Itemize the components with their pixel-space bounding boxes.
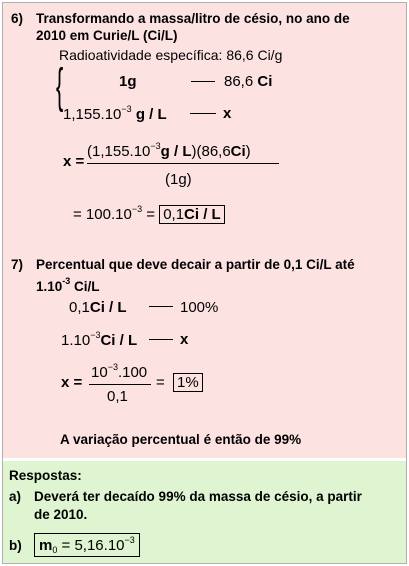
q7-number: 7) xyxy=(11,257,24,272)
q7-conclusion: A variação percentual é então de 99% xyxy=(60,432,302,447)
proportion-dash xyxy=(149,306,173,307)
q7-numerator: $10^{-3}.100$ xyxy=(91,362,148,381)
answer-b-box: $m_0 = 5,16.10^{-3}$ xyxy=(34,533,140,557)
answer-b-label: b) xyxy=(9,538,22,553)
q6-result-box: 0,1Ci / L xyxy=(159,205,225,224)
q6-sys-r2-right: x xyxy=(223,105,232,122)
proportion-dash xyxy=(149,339,173,340)
proportion-dash xyxy=(191,81,215,82)
answer-a-line2: de 2010. xyxy=(34,507,88,522)
proportion-dash xyxy=(190,113,216,114)
q6-sys-r1-left: 1g xyxy=(119,73,137,90)
q7-r2-left: $1.10^{-3}Ci$ / L xyxy=(61,330,138,349)
q6-numerator: $(1,155.10^{-3}g / L)(86,6Ci)$ xyxy=(87,141,251,160)
system-brace: { xyxy=(56,60,64,113)
q6-result-line: = $100.10^{-3} = 0,1Ci / L$ xyxy=(73,204,225,223)
answer-a-line1: Deverá ter decaído 99% da massa de césio, a partir xyxy=(34,489,362,504)
page-frame xyxy=(2,2,407,564)
q7-eq: = xyxy=(156,374,165,391)
q7-denominator: 0,1 xyxy=(107,388,128,405)
fraction-bar xyxy=(89,384,151,385)
fraction-bar xyxy=(87,163,279,164)
q7-title-line1: Percentual que deve decair a partir de 0,1 Ci/L até xyxy=(36,257,355,272)
answers-heading: Respostas: xyxy=(9,468,82,483)
q6-sys-r1-right: 86,6 Ci xyxy=(224,73,273,90)
q6-title-line2: 2010 em Curie/L (Ci/L) xyxy=(36,28,178,43)
q7-x-label: x = xyxy=(61,374,83,391)
q6-title-line1: Transformando a massa/litro de césio, no ano de xyxy=(36,11,350,26)
q7-r2-right: x xyxy=(180,331,189,348)
q7-title-line2: $1.10^{-3}$ Ci/L xyxy=(36,276,100,294)
q6-x-label: x = xyxy=(63,153,85,170)
q6-number: 6) xyxy=(11,11,24,26)
answers-section xyxy=(3,461,406,563)
solution-section xyxy=(3,3,406,458)
q7-r1-right: 100% xyxy=(180,299,219,316)
q6-sys-r2-left: $1,155.10^{-3}$ g / L xyxy=(63,104,167,123)
q6-given: Radioatividade específica: 86,6 Ci/g xyxy=(59,47,283,63)
q7-r1-left: 0,1Ci / L xyxy=(69,299,127,316)
q7-result-box: 1% xyxy=(173,373,203,392)
answer-a-label: a) xyxy=(9,489,22,504)
q6-denominator: (1g) xyxy=(165,171,192,188)
